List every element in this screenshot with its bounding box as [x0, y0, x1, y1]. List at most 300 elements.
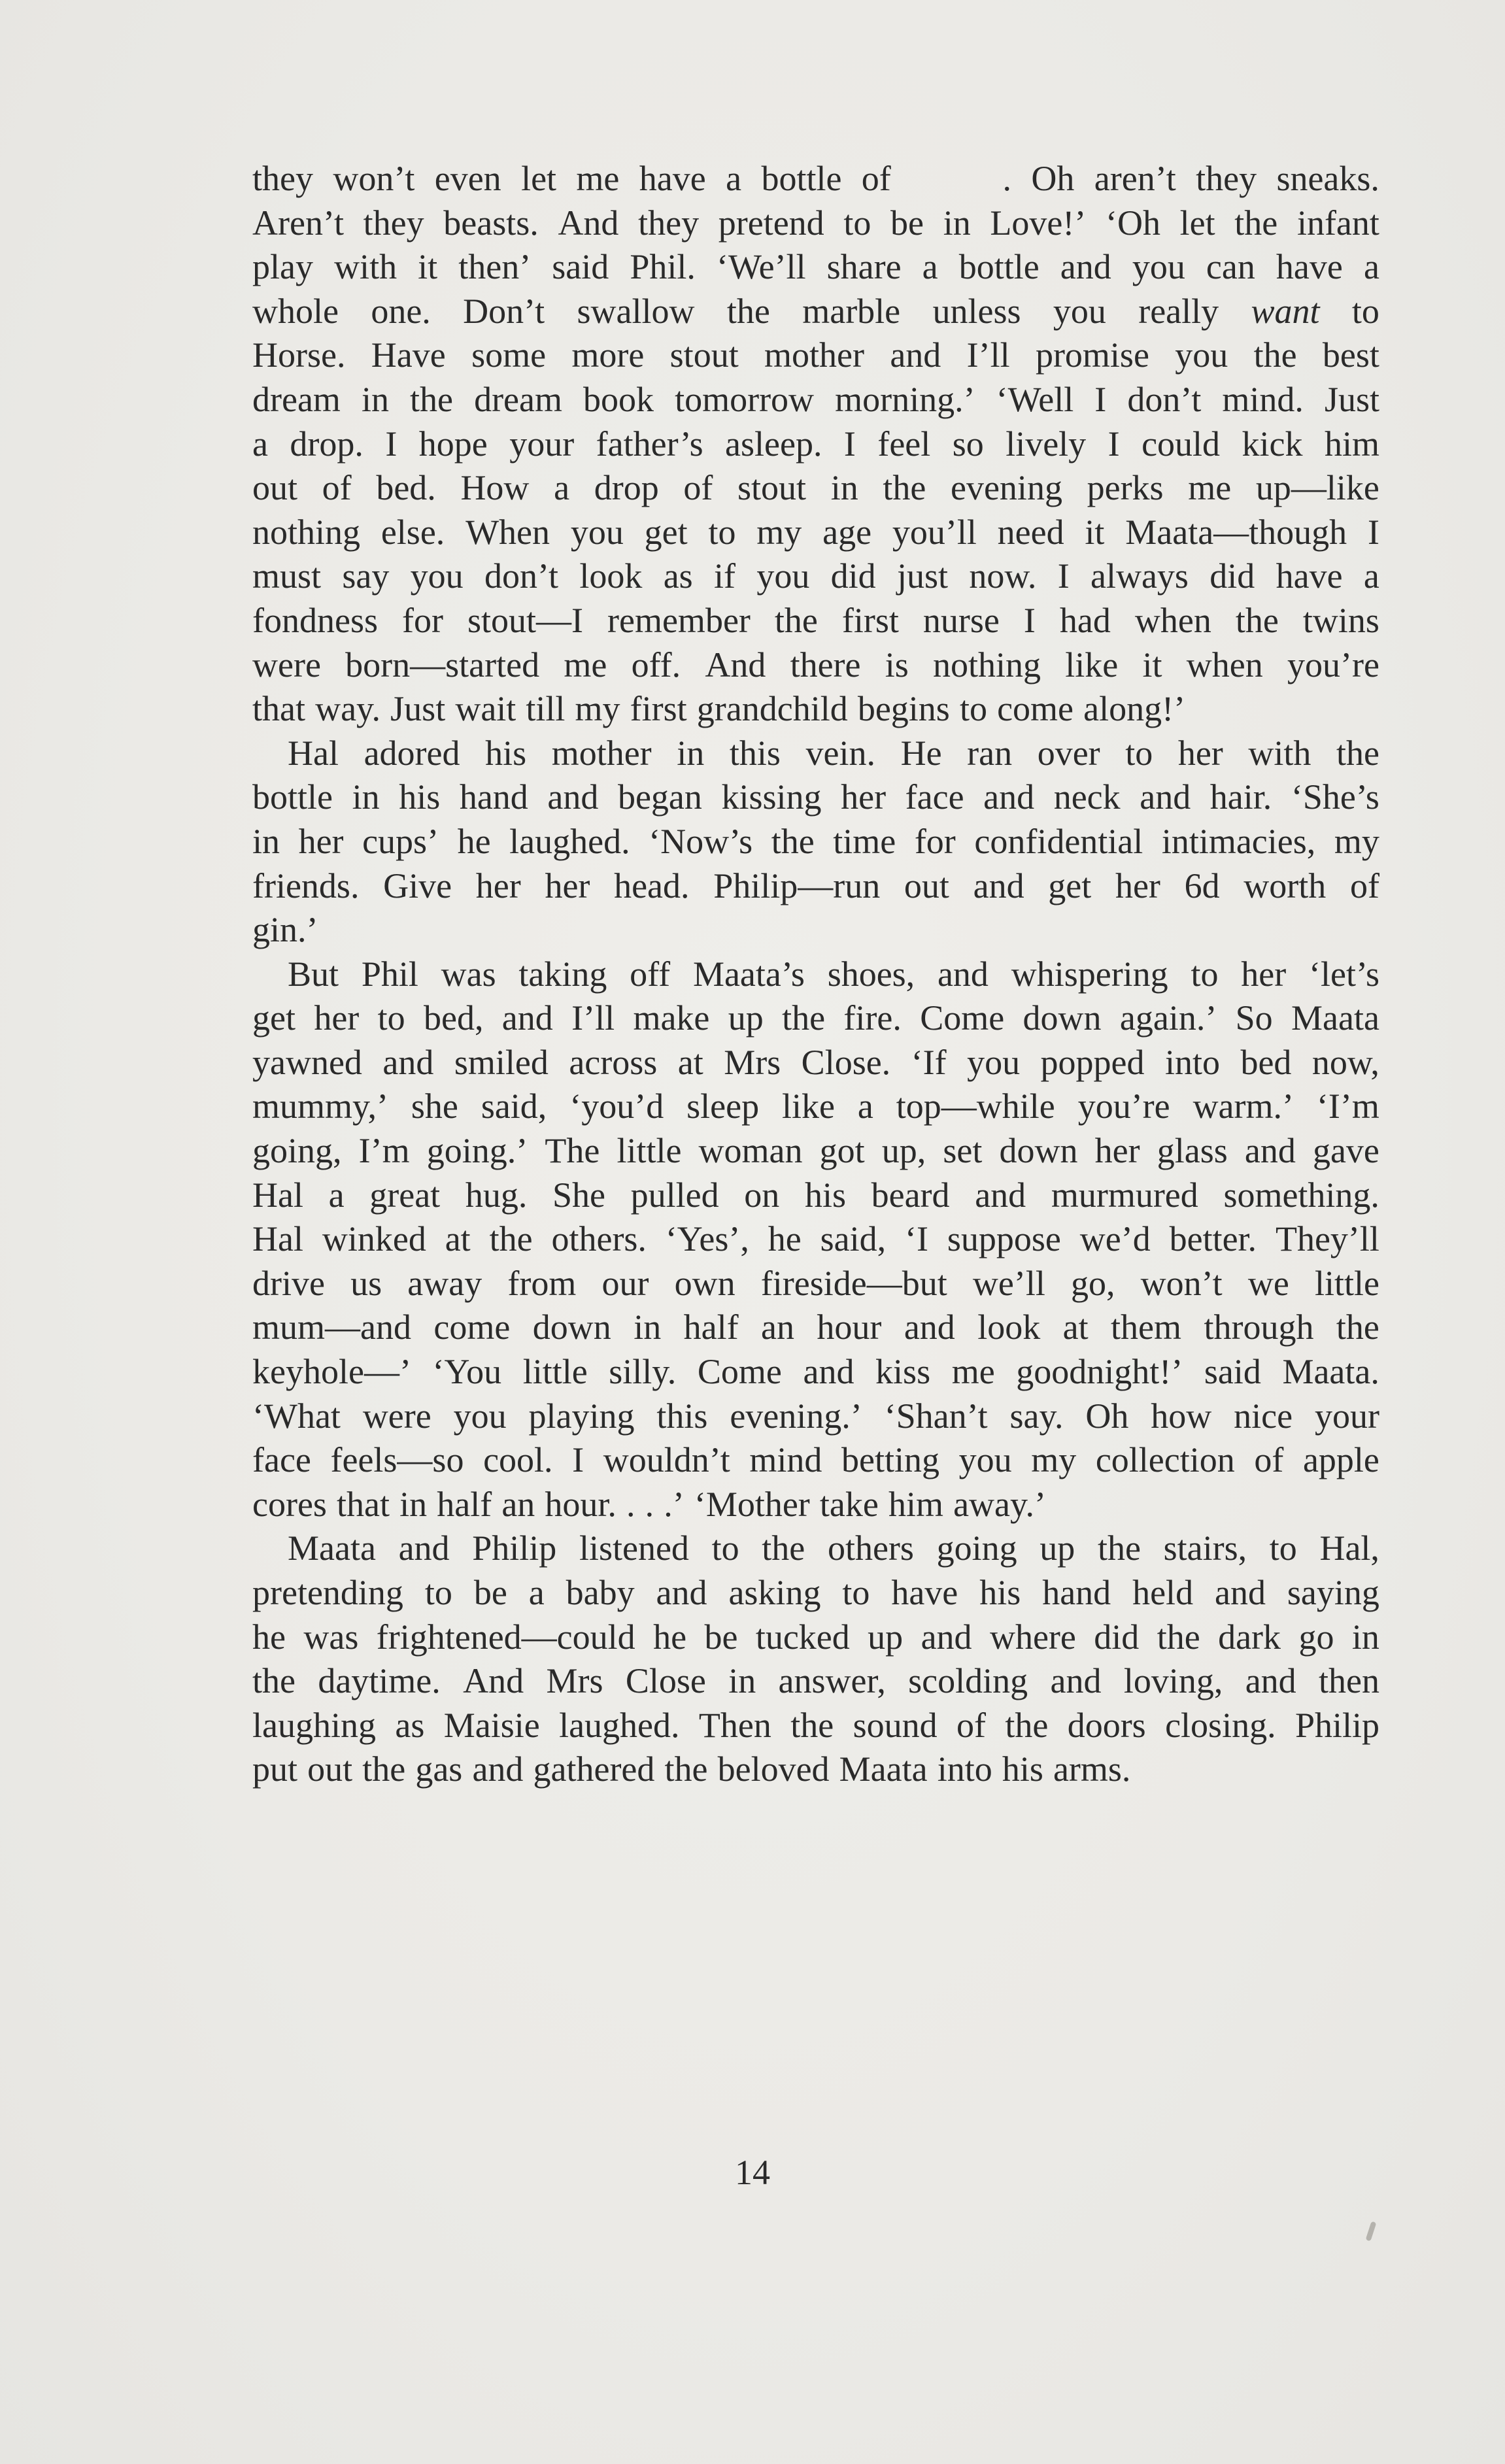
word: nurse — [922, 600, 1000, 640]
word: my — [756, 512, 802, 552]
word: her — [1115, 866, 1160, 905]
word: ‘She’s — [1291, 777, 1379, 817]
word: answer, — [778, 1661, 886, 1701]
word: Phil. — [630, 247, 696, 287]
word: little — [522, 1352, 588, 1392]
word: in — [634, 1308, 662, 1347]
word: and — [1060, 247, 1111, 287]
word: gas — [415, 1749, 463, 1789]
word: half — [437, 1484, 492, 1524]
word: he — [252, 1617, 286, 1657]
word: and — [975, 1175, 1026, 1215]
word: began — [617, 777, 702, 817]
word: for — [402, 600, 443, 640]
word: lively — [1006, 424, 1087, 464]
word: I — [1057, 556, 1070, 596]
word: out — [904, 866, 949, 905]
word: in — [728, 1661, 756, 1701]
word: he — [653, 1617, 687, 1657]
text-line — [252, 1615, 1379, 1660]
word: an — [501, 1484, 535, 1524]
word: hour. — [545, 1484, 617, 1524]
word: way. — [315, 689, 381, 729]
word: the — [252, 1661, 296, 1701]
word: else. — [380, 512, 445, 552]
word: mother — [764, 335, 864, 375]
word: a — [857, 1087, 873, 1126]
word: Don’t — [463, 291, 545, 331]
word: were — [252, 645, 321, 684]
text-line — [252, 1527, 1379, 1571]
word: better. — [1169, 1219, 1257, 1259]
word: and — [1245, 1661, 1296, 1701]
text-line — [252, 1704, 1379, 1748]
word: laughed. — [559, 1705, 680, 1745]
text-line — [252, 643, 1379, 688]
word: in — [352, 777, 380, 817]
word: aren’t — [1094, 159, 1176, 198]
word: down — [532, 1308, 611, 1347]
word: time — [833, 821, 896, 861]
word: feels—so — [330, 1440, 464, 1480]
word: to — [377, 998, 405, 1038]
paper-speck — [1366, 2221, 1377, 2241]
word: for — [914, 821, 956, 861]
word: Close. — [801, 1042, 891, 1082]
word: were — [362, 1396, 431, 1436]
text-line — [252, 511, 1379, 555]
word: come — [433, 1308, 511, 1347]
word: ‘I — [905, 1219, 928, 1259]
word: of — [1349, 866, 1379, 905]
word: listened — [579, 1528, 689, 1568]
word: She — [552, 1175, 605, 1215]
word: I — [385, 424, 397, 464]
word: away.’ — [953, 1484, 1047, 1524]
word: again.’ — [1119, 998, 1217, 1038]
word: mind. — [1222, 379, 1304, 419]
word: others — [827, 1528, 914, 1568]
word: you — [1132, 247, 1185, 287]
word: you — [570, 512, 624, 552]
word: When — [465, 512, 550, 552]
word: He — [900, 733, 942, 773]
word: and — [656, 1573, 707, 1612]
word: ‘let’s — [1309, 954, 1379, 994]
word: whispering — [1011, 954, 1168, 994]
word: you — [756, 556, 810, 596]
word: have — [891, 1573, 958, 1612]
word: kissing — [721, 777, 822, 817]
word: own — [674, 1263, 736, 1303]
word: me — [576, 159, 620, 198]
word: perks — [1087, 468, 1164, 508]
word: Give — [383, 866, 452, 905]
word: a — [528, 1573, 545, 1612]
word: is — [885, 645, 909, 684]
word: off — [630, 954, 671, 994]
word: we’ll — [972, 1263, 1045, 1303]
word: Hal, — [1319, 1528, 1379, 1568]
word: ‘Yes’, — [665, 1219, 749, 1259]
word: bottle — [761, 159, 842, 198]
word: How — [460, 468, 530, 508]
word: get — [252, 998, 296, 1038]
word: up, — [881, 1131, 926, 1171]
word: held — [1132, 1573, 1194, 1612]
word: say. — [1009, 1396, 1064, 1436]
word: Hal — [252, 1175, 303, 1215]
word: keyhole—’ — [252, 1352, 411, 1392]
word: so — [952, 424, 984, 464]
word: fire. — [843, 998, 902, 1038]
word: really — [1138, 291, 1219, 331]
word: don’t — [1127, 379, 1202, 419]
word: Hal — [288, 733, 339, 773]
word: your — [1315, 1396, 1379, 1436]
word: and — [1140, 777, 1191, 817]
word: when — [1134, 600, 1211, 640]
word: loving, — [1123, 1661, 1223, 1701]
word: Horse. — [252, 335, 346, 375]
word: Aren’t — [252, 203, 344, 243]
text-line — [252, 1262, 1379, 1306]
word: had — [1059, 600, 1111, 640]
word: her — [298, 821, 344, 861]
word: always — [1091, 556, 1189, 596]
word: best — [1322, 335, 1379, 375]
word: it — [1085, 512, 1105, 552]
word: in — [677, 733, 705, 773]
word: warm.’ — [1192, 1087, 1294, 1126]
word: a — [922, 247, 938, 287]
word: a — [1363, 556, 1379, 596]
word: them — [1111, 1308, 1182, 1347]
word: fondness — [252, 600, 378, 640]
word: pretending — [252, 1573, 403, 1612]
word: need — [997, 512, 1064, 552]
word: to — [711, 1528, 739, 1568]
word: remember — [607, 600, 751, 640]
word: with — [334, 247, 397, 287]
word: the — [410, 379, 454, 419]
word: sleep — [686, 1087, 760, 1126]
word: to — [1351, 291, 1379, 331]
text-line — [252, 996, 1379, 1041]
word: arms. — [1053, 1749, 1131, 1789]
word: his — [1002, 1749, 1043, 1789]
word: with — [1248, 733, 1311, 773]
word: then’ — [458, 247, 532, 287]
word: up — [1040, 1528, 1075, 1568]
text-line — [252, 864, 1379, 909]
text-line — [252, 599, 1379, 643]
word: the — [1005, 1705, 1049, 1745]
word: vein. — [805, 733, 875, 773]
word: smiled — [454, 1042, 549, 1082]
word: and — [921, 1617, 972, 1657]
word: even — [434, 159, 501, 198]
word: I — [1368, 512, 1379, 552]
word: bed — [1240, 1042, 1292, 1082]
word: stout—I — [467, 600, 583, 640]
word: and — [1215, 1573, 1266, 1612]
word: was — [303, 1617, 359, 1657]
word: begins — [857, 689, 950, 729]
word: tomorrow — [675, 379, 815, 419]
word: Maata—though — [1125, 512, 1347, 552]
word: ‘you’d — [569, 1087, 664, 1126]
word: could — [1141, 424, 1221, 464]
word: ‘Well — [996, 379, 1074, 419]
word: where — [989, 1617, 1076, 1657]
word: you’ll — [892, 512, 977, 552]
word: yawned — [252, 1042, 362, 1082]
word: if — [714, 556, 736, 596]
word: and — [803, 1352, 854, 1392]
word: his — [804, 1175, 846, 1215]
word: baby — [566, 1573, 635, 1612]
word: some — [471, 335, 547, 375]
word: . — [626, 1484, 635, 1524]
word: to — [1125, 733, 1153, 773]
word: come — [997, 689, 1074, 729]
word: of — [1254, 1440, 1284, 1480]
word: and — [890, 335, 941, 375]
word: to — [1269, 1528, 1297, 1568]
text-line — [252, 1659, 1379, 1704]
word: they — [363, 203, 424, 243]
word: my — [575, 689, 620, 729]
word: the — [1253, 335, 1297, 375]
word: look — [579, 556, 643, 596]
word: we’d — [1079, 1219, 1151, 1259]
word: the — [790, 1705, 834, 1745]
word: into — [1164, 1042, 1220, 1082]
text-line — [252, 1129, 1379, 1173]
word: it — [1142, 645, 1162, 684]
word: gave — [1312, 1131, 1379, 1171]
word: popped — [1040, 1042, 1145, 1082]
word: Come — [697, 1352, 782, 1392]
word: gathered — [533, 1749, 655, 1789]
word: Philip — [472, 1528, 557, 1568]
word: asking — [728, 1573, 821, 1612]
word: up — [868, 1617, 904, 1657]
word: pretend — [718, 203, 824, 243]
word: ‘You — [432, 1352, 502, 1392]
word: down — [1023, 998, 1102, 1038]
word: great — [369, 1175, 441, 1215]
word: on — [744, 1175, 780, 1215]
word: first — [630, 689, 687, 729]
word: little — [617, 1131, 682, 1171]
word: betting — [841, 1440, 939, 1480]
word: bottle — [958, 247, 1040, 287]
word: doors — [1067, 1705, 1146, 1745]
word: the — [762, 1528, 805, 1568]
word: But — [288, 954, 339, 994]
word: was — [441, 954, 496, 994]
word: to — [842, 1573, 870, 1612]
text-line — [252, 1438, 1379, 1483]
word: woman — [698, 1131, 803, 1171]
word: Love!’ — [990, 203, 1087, 243]
word: kiss — [875, 1352, 931, 1392]
word: and — [1244, 1131, 1296, 1171]
text-line — [252, 1085, 1379, 1129]
word: nothing — [933, 645, 1041, 684]
word: play — [252, 247, 313, 287]
word: and — [382, 1042, 434, 1082]
word: the — [489, 1219, 533, 1259]
word: ‘If — [911, 1042, 947, 1082]
word: to — [959, 689, 987, 729]
word: Maata’s — [692, 954, 805, 994]
word: collection — [1095, 1440, 1235, 1480]
word: we — [1247, 1263, 1289, 1303]
word: off. — [631, 645, 681, 684]
word: you — [410, 556, 464, 596]
word: head. — [614, 866, 690, 905]
word: this — [656, 1396, 708, 1436]
word: her — [545, 866, 590, 905]
word: laughing — [252, 1705, 376, 1745]
word: father’s — [596, 424, 703, 464]
word: And — [463, 1661, 524, 1701]
word: top—while — [896, 1087, 1055, 1126]
word: ran — [967, 733, 1013, 773]
word: out — [307, 1749, 353, 1789]
text-line — [252, 378, 1379, 422]
word: in — [830, 468, 858, 508]
word: up — [728, 998, 764, 1038]
word: pulled — [630, 1175, 719, 1215]
word: promise — [1035, 335, 1149, 375]
word: of — [683, 468, 713, 508]
word: feel — [877, 424, 931, 464]
word: away — [407, 1263, 482, 1303]
word: wait — [455, 689, 516, 729]
word: Just — [1324, 379, 1379, 419]
word: saying — [1287, 1573, 1379, 1612]
word: ‘What — [252, 1396, 341, 1436]
word: beasts. — [443, 203, 539, 243]
word: now. — [969, 556, 1037, 596]
word: have — [1276, 247, 1343, 287]
word: up—like — [1255, 468, 1379, 508]
word: like — [782, 1087, 835, 1126]
text-line — [252, 1173, 1379, 1218]
word: when — [1186, 645, 1263, 684]
word: Oh — [1085, 1396, 1129, 1436]
word: out — [252, 468, 298, 508]
word: I — [1094, 379, 1107, 419]
word: Close — [625, 1661, 706, 1701]
word: adored — [364, 733, 460, 773]
word: little — [1314, 1263, 1379, 1303]
text-line — [252, 1394, 1379, 1439]
word: said — [552, 247, 609, 287]
word: down — [999, 1131, 1078, 1171]
word: the — [726, 291, 770, 331]
word: him — [888, 1484, 943, 1524]
word: cool. — [483, 1440, 553, 1480]
word: got — [819, 1131, 865, 1171]
word: they — [638, 203, 700, 243]
word: said, — [481, 1087, 547, 1126]
word: the — [883, 468, 926, 508]
text-line — [252, 953, 1379, 997]
word: like — [1065, 645, 1119, 684]
word: his — [485, 733, 527, 773]
word: of — [861, 159, 891, 198]
word: till — [526, 689, 566, 729]
word: bed, — [423, 998, 484, 1038]
word: I — [1108, 424, 1120, 464]
word: the — [362, 1749, 406, 1789]
word: said — [1204, 1352, 1261, 1392]
text-line — [252, 245, 1379, 290]
word: and — [1050, 1661, 1102, 1701]
word: a — [252, 424, 268, 464]
word: The — [545, 1131, 600, 1171]
word: daytime. — [318, 1661, 441, 1701]
word: Maisie — [443, 1705, 540, 1745]
text-line — [252, 1571, 1379, 1615]
word: .’ — [664, 1484, 685, 1524]
word: Just — [390, 689, 446, 729]
word: Come — [920, 998, 1005, 1038]
word: winked — [322, 1219, 426, 1259]
word: can — [1206, 247, 1255, 287]
word: a — [554, 468, 570, 508]
word: have — [639, 159, 706, 198]
word: ‘I’m — [1316, 1087, 1379, 1126]
word: the — [1235, 600, 1279, 640]
word: and — [983, 777, 1035, 817]
word: goodnight!’ — [1016, 1352, 1183, 1392]
text-line — [252, 820, 1379, 864]
word: swallow — [577, 291, 695, 331]
word: ‘Oh — [1105, 203, 1160, 243]
word: her — [314, 998, 360, 1038]
word: to — [843, 203, 871, 243]
word: you’re — [1077, 1087, 1170, 1126]
word: you — [967, 1042, 1021, 1082]
word: of — [956, 1705, 986, 1745]
word: mother — [551, 733, 652, 773]
word: I — [843, 424, 856, 464]
text-line — [252, 1483, 1379, 1527]
word: unless — [932, 291, 1021, 331]
word: won’t — [1140, 1263, 1223, 1303]
word: the — [1097, 1528, 1141, 1568]
word: laughed. — [509, 821, 630, 861]
word: ‘We’ll — [716, 247, 806, 287]
word: hand — [459, 777, 528, 817]
word: worth — [1243, 866, 1327, 905]
word: Oh — [1031, 159, 1075, 198]
word: ‘Shan’t — [884, 1396, 988, 1436]
word: hair. — [1209, 777, 1272, 817]
word: her — [1094, 1131, 1140, 1171]
word: as — [395, 1705, 425, 1745]
word: mind — [749, 1440, 822, 1480]
word: don’t — [484, 556, 559, 596]
word: And — [705, 645, 766, 684]
word: I’ll — [966, 335, 1010, 375]
